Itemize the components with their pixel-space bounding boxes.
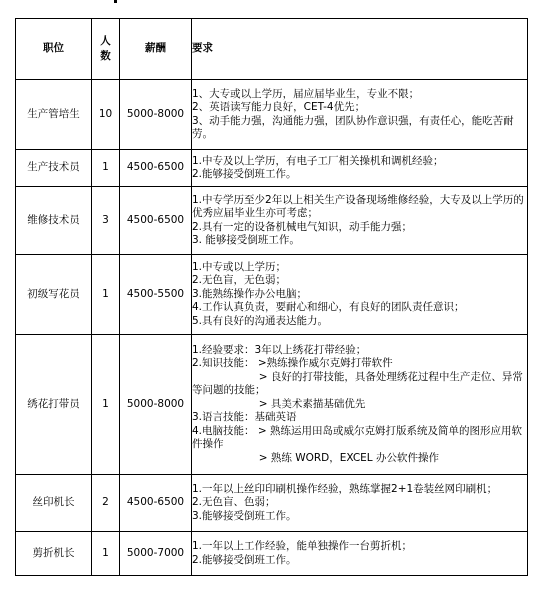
row-requirements	[192, 532, 528, 576]
row-requirements	[192, 150, 528, 187]
row-count: 10	[92, 80, 120, 150]
requirement-line: 3、动手能力强，沟通能力强，团队协作意识强，有责任心，能吃苦耐劳。	[192, 114, 514, 140]
requirement-line: 3.能够接受倒班工作。	[192, 509, 297, 522]
requirement-line: > 熟练 WORD，EXCEL 办公软件操作	[192, 451, 439, 464]
header-count	[92, 19, 120, 80]
job-table	[15, 18, 528, 576]
requirement-line: 1.中专或以上学历；	[192, 260, 287, 273]
requirement-line: 1.中专学历至少2年以上相关生产设备现场维修经验，大专及以上学历的优秀应届毕业生亦可考虑；	[192, 193, 524, 219]
row-count: 1	[92, 255, 120, 335]
requirement-line: 3. 能够接受倒班工作。	[192, 234, 300, 246]
row-count: 1	[92, 335, 120, 475]
requirement-line: 3.语言技能：基础英语	[192, 411, 297, 424]
row-position: 维修技术员	[16, 187, 92, 255]
requirement-line: 2.无色盲、色弱；	[192, 496, 276, 509]
requirement-line: 1.一年以上工作经验，能单独操作一台剪折机；	[192, 540, 413, 552]
requirement-line: 1、大专或以上学历，届应届毕业生，专业不限；	[192, 87, 420, 100]
row-position: 生产技术员	[16, 150, 92, 187]
row-position: 丝印机长	[16, 475, 92, 532]
row-requirements	[192, 187, 528, 255]
requirement-line: 3.能熟练操作办公电脑；	[192, 287, 308, 300]
job-rows	[16, 80, 528, 576]
row-salary: 4500-6500	[120, 187, 192, 255]
table-row	[16, 187, 528, 255]
row-salary: 5000-8000	[120, 80, 192, 150]
header-position: 职位	[16, 19, 92, 80]
table-row	[16, 475, 528, 532]
header-salary: 薪酬	[120, 19, 192, 80]
row-requirements	[192, 255, 528, 335]
table-row	[16, 255, 528, 335]
table-row	[16, 80, 528, 150]
row-position: 剪折机长	[16, 532, 92, 576]
requirement-line: 2、英语读写能力良好，CET-4优先；	[192, 101, 366, 113]
requirement-line: 2.知识技能： >熟练操作威尔克姆打带软件	[192, 357, 393, 370]
row-position: 绣花打带员	[16, 335, 92, 475]
header-requirements: 要求	[192, 19, 528, 80]
requirement-line: > 良好的打带技能，具备处理绣花过程中生产走位、异常等问题的技能；	[192, 370, 523, 397]
requirement-line: 1.经验要求：3年以上绣花打带经验；	[192, 343, 367, 356]
requirement-line: 2.能够接受倒班工作。	[192, 168, 297, 180]
row-salary: 4500-6500	[120, 150, 192, 187]
row-count: 1	[92, 150, 120, 187]
header-count-text: 人数	[100, 35, 111, 62]
row-salary: 5000-7000	[120, 532, 192, 576]
row-requirements	[192, 335, 528, 475]
requirement-line: > 具美术素描基础优先	[192, 397, 366, 410]
table-header-row	[16, 19, 528, 80]
requirement-line: 1.中专及以上学历，有电子工厂相关操机和调机经验；	[192, 154, 444, 167]
requirement-line: 5.具有良好的沟通表达能力。	[192, 314, 329, 327]
requirement-line: 4.工作认真负责，要耐心和细心，有良好的团队责任意识；	[192, 301, 465, 314]
requirement-line: 2.无色盲，无色弱；	[192, 274, 287, 287]
row-count: 3	[92, 187, 120, 255]
row-position: 生产管培生	[16, 80, 92, 150]
requirement-line: 1.一年以上丝印印刷机操作经验，熟练掌握2+1卷装丝网印刷机；	[192, 482, 498, 495]
row-salary: 4500-5500	[120, 255, 192, 335]
top-edge-mark	[108, 0, 118, 3]
row-requirements	[192, 475, 528, 532]
row-count: 1	[92, 532, 120, 576]
table-row	[16, 150, 528, 187]
row-position: 初级写花员	[16, 255, 92, 335]
requirement-line: 4.电脑技能： > 熟练运用田岛或威尔克姆打版系统及简单的图形应用软件操作	[192, 424, 522, 451]
table-row	[16, 335, 528, 475]
table-row	[16, 532, 528, 576]
row-count: 2	[92, 475, 120, 532]
row-salary: 5000-8000	[120, 335, 192, 475]
requirement-line: 2.能够接受倒班工作。	[192, 553, 297, 566]
row-requirements	[192, 80, 528, 150]
row-salary: 4500-6500	[120, 475, 192, 532]
requirement-line: 2.具有一定的设备机械电气知识，动手能力强；	[192, 220, 413, 233]
